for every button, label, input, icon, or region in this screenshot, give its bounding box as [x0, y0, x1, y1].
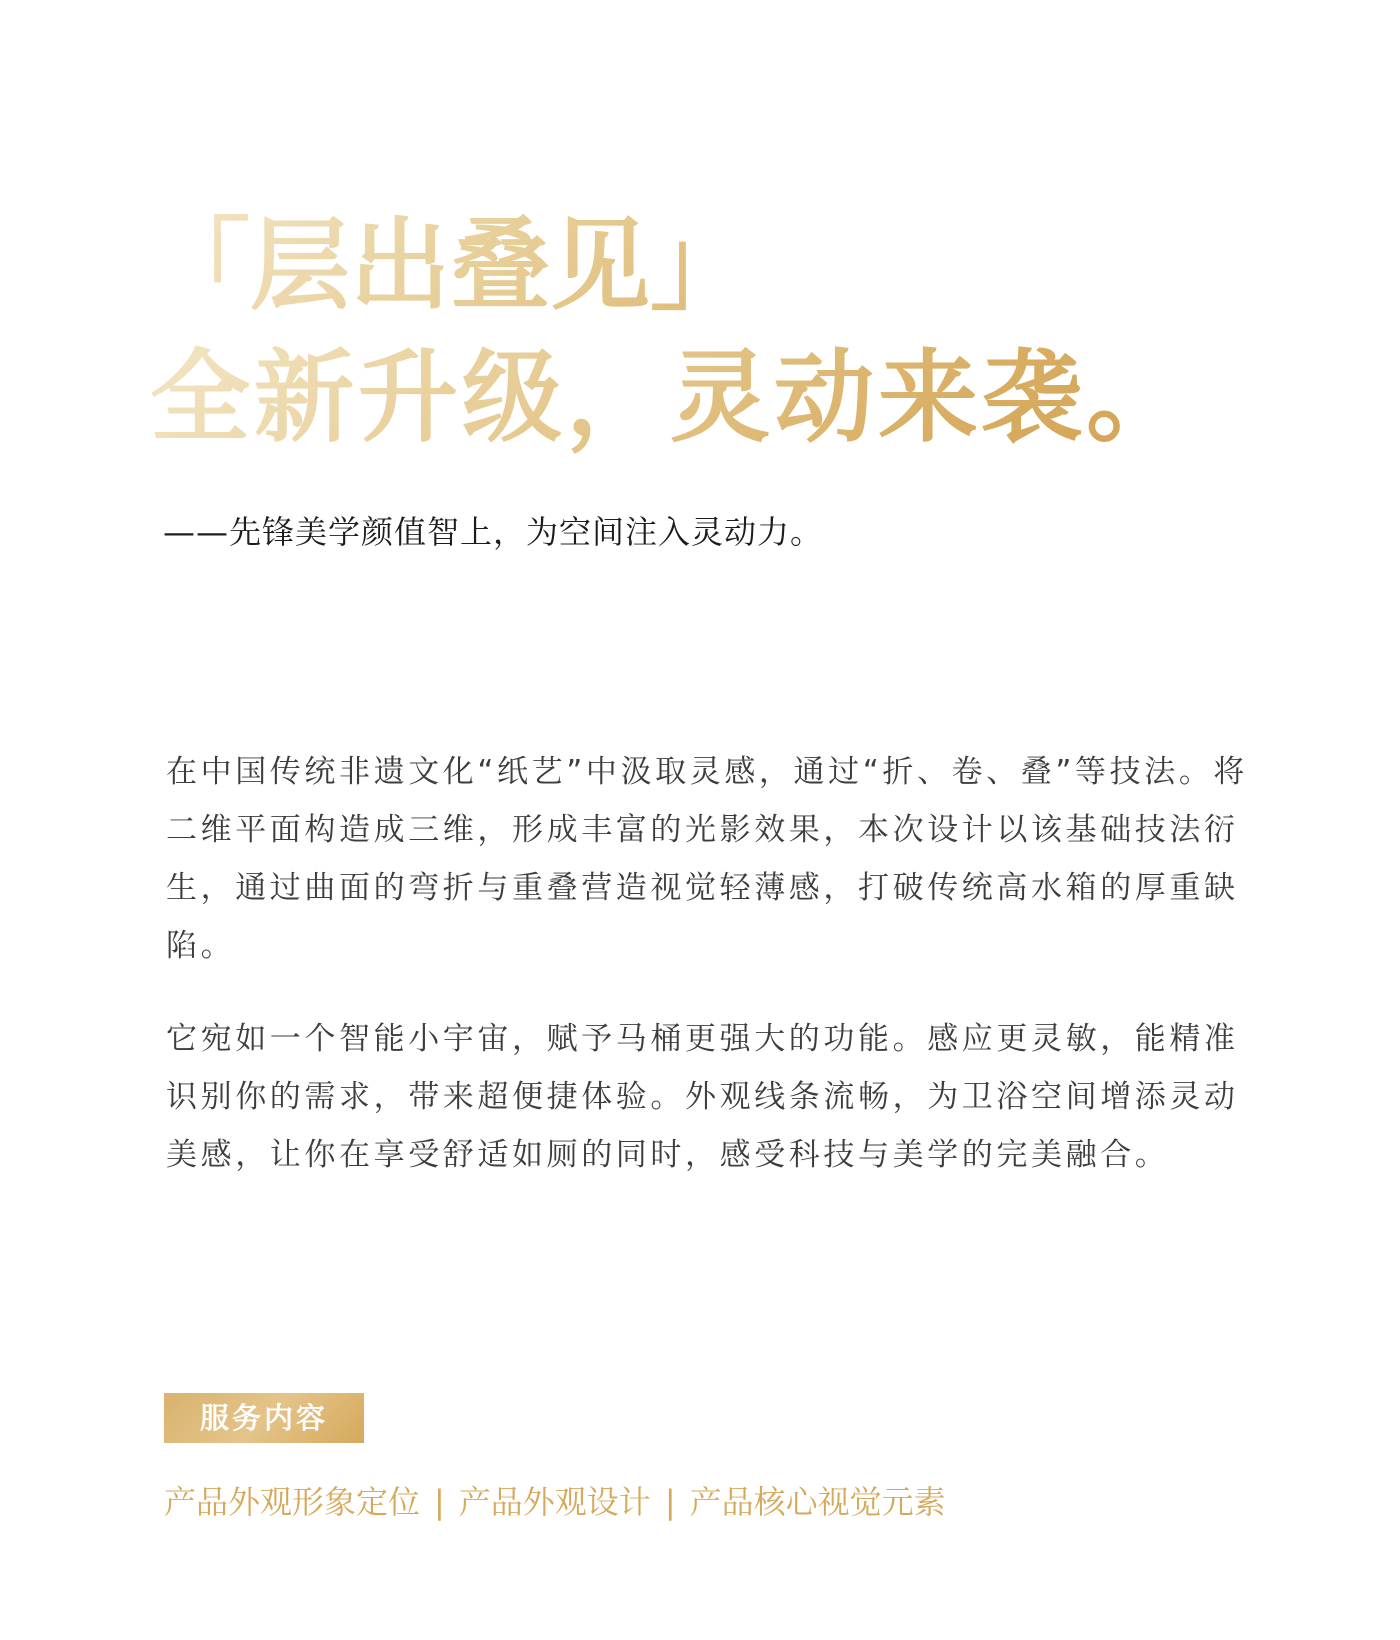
- headline: [150, 200, 1300, 464]
- service-item: 产品核心视觉元素: [689, 1483, 946, 1521]
- service-list: [164, 1480, 946, 1524]
- service-label-badge: 服务内容: [164, 1393, 364, 1443]
- description-paragraph-2: 它宛如一个智能小宇宙，赋予马桶更强大的功能。感应更灵敏，能精准识别你的需求，带来超便捷体验。外观线条流畅，为卫浴空间增添灵动美感，让你在享受舒适如厕的同时，感受科技与美学的完美融合。: [166, 1021, 1239, 1173]
- service-separator: |: [434, 1483, 445, 1521]
- headline-line-1: 「层出叠见」: [150, 200, 1300, 332]
- service-separator: |: [664, 1483, 676, 1521]
- service-item: 产品外观形象定位: [164, 1483, 421, 1521]
- description-paragraph-1: 在中国传统非遗文化“纸艺”中汲取灵感，通过“折、卷、叠”等技法。将二维平面构造成三维，形成丰富的光影效果，本次设计以该基础技法衍生，通过曲面的弯折与重叠营造视觉轻薄感，打破传统高水箱的厚重缺陷。: [166, 754, 1249, 964]
- headline-line-2: 全新升级，灵动来袭。: [150, 332, 1300, 464]
- service-item: 产品外观设计: [458, 1483, 651, 1521]
- subtitle: ——先锋美学颜值智上，为空间注入灵动力。: [163, 513, 824, 551]
